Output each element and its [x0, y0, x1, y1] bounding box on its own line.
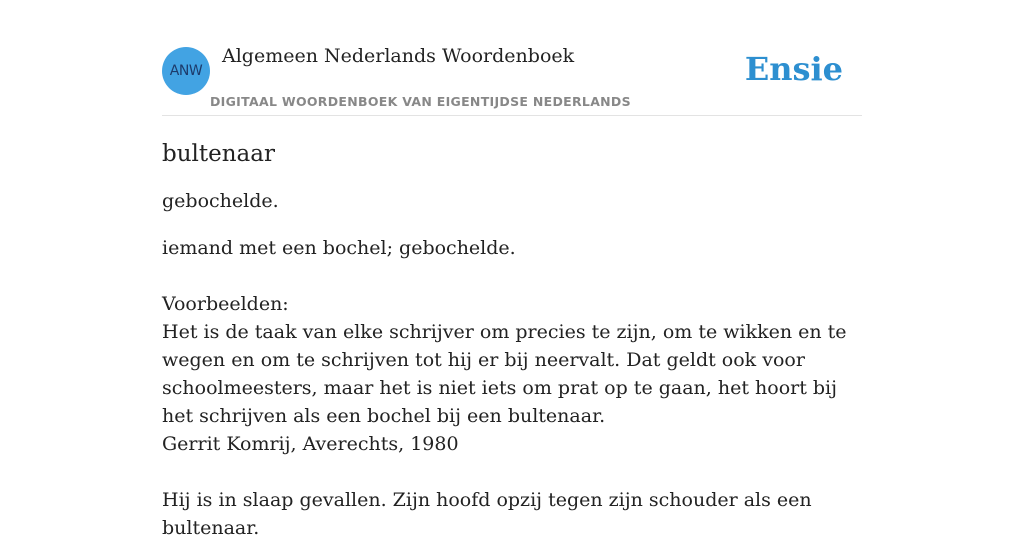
headword: bultenaar [162, 141, 275, 167]
definition: iemand met een bochel; gebochelde. [162, 237, 516, 259]
site-header [162, 0, 862, 116]
spacer [162, 262, 862, 290]
spacer [162, 458, 862, 486]
entry-content [162, 138, 862, 542]
synonym: gebochelde. [162, 190, 279, 212]
example-text: Hij is in slaap gevallen. Zijn hoofd opzij tegen zijn schouder als een bultenaar. [162, 489, 812, 539]
example-source: Gerrit Komrij, Averechts, 1980 [162, 433, 459, 455]
anw-logo[interactable]: ANW [162, 47, 210, 95]
example-text: Het is de taak van elke schrijver om precies te zijn, om te wikken en te wegen en om te schrijven tot hij er bij neervalt. Dat geldt ook voor schoolmeesters, maar het is niet iets om prat op te gaan, het hoort bij het schrijven als een bochel bij een bultenaar. [162, 321, 847, 427]
source-title[interactable]: Algemeen Nederlands Woordenboek [222, 45, 575, 67]
ensie-logo[interactable]: Ensie [744, 50, 843, 88]
source-subtitle: DIGITAAL WOORDENBOEK VAN EIGENTIJDSE NEDERLANDS [210, 94, 631, 109]
examples-label: Voorbeelden: [162, 293, 289, 315]
